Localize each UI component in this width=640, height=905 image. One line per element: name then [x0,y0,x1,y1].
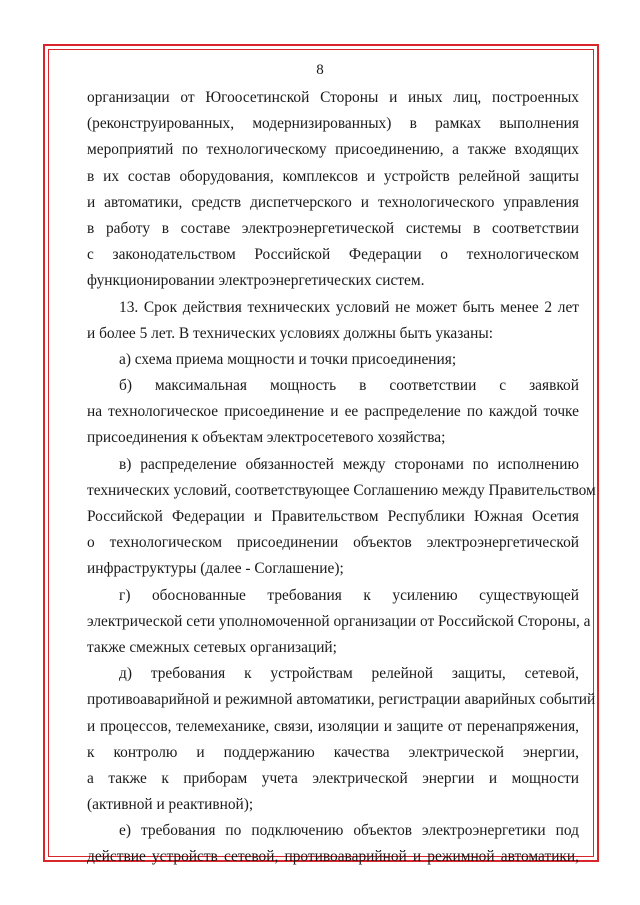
text-line: в) распределение обязанностей между сторонами по исполнению [119,455,579,473]
text-line: а также к приборам учета электрической энергии и мощности [87,769,579,787]
text-line: функционировании электроэнергетических систем. [87,272,425,290]
text-line: присоединения к объектам электросетевого хозяйства; [87,429,446,447]
text-line: электрической сети уполномоченной организации от Российской Стороны, а [87,612,591,630]
text-line: также смежных сетевых организаций; [87,638,337,656]
text-line: и более 5 лет. В технических условиях должны быть указаны: [87,324,493,342]
text-line: и автоматики, средств диспетчерского и технологического управления [87,193,579,211]
text-line: к контролю и поддержанию качества электрической энергии, [87,743,579,761]
text-line: в их состав оборудования, комплексов и устройств релейной защиты [87,167,579,185]
text-line: д) требования к устройствам релейной защиты, сетевой, [119,665,579,683]
text-line: г) обоснованные требования к усилению существующей [119,586,579,604]
text-line: (реконструированных, модернизированных) в рамках выполнения [87,115,579,133]
text-line: 13. Срок действия технических условий не может быть менее 2 лет [119,298,579,316]
text-line: противоаварийной и режимной автоматики, регистрации аварийных событий [87,691,596,709]
text-line: б) максимальная мощность в соответствии с заявкой [119,377,579,395]
text-line: с законодательством Российской Федерации о технологическом [87,246,579,264]
document-body [87,85,596,871]
text-line: Российской Федерации и Правительством Республики Южная Осетия [87,508,579,525]
text-line: в работу в составе электроэнергетической системы в соответствии [87,219,579,237]
text-line: технических условий, соответствующее Соглашению между Правительством [87,481,596,499]
text-line: действие устройств сетевой, противоаварийной и режимной автоматики, [87,848,579,866]
text-line: а) схема приема мощности и точки присоединения; [119,350,457,368]
text-line: (активной и реактивной); [87,796,254,814]
text-line: и процессов, телемеханике, связи, изоляции и защите от перенапряжения, [87,717,579,735]
page-number: 8 [316,62,324,78]
text-line: организации от Югоосетинской Стороны и иных лиц, построенных [87,89,579,106]
text-line: мероприятий по технологическому присоединению, а также входящих [87,141,579,159]
text-line: инфраструктуры (далее - Соглашение); [87,560,344,578]
text-line: о технологическом присоединении объектов электроэнергетической [87,534,579,552]
text-line: е) требования по подключению объектов электроэнергетики под [119,822,579,840]
text-line: на технологическое присоединение и ее распределение по каждой точке [87,403,579,421]
